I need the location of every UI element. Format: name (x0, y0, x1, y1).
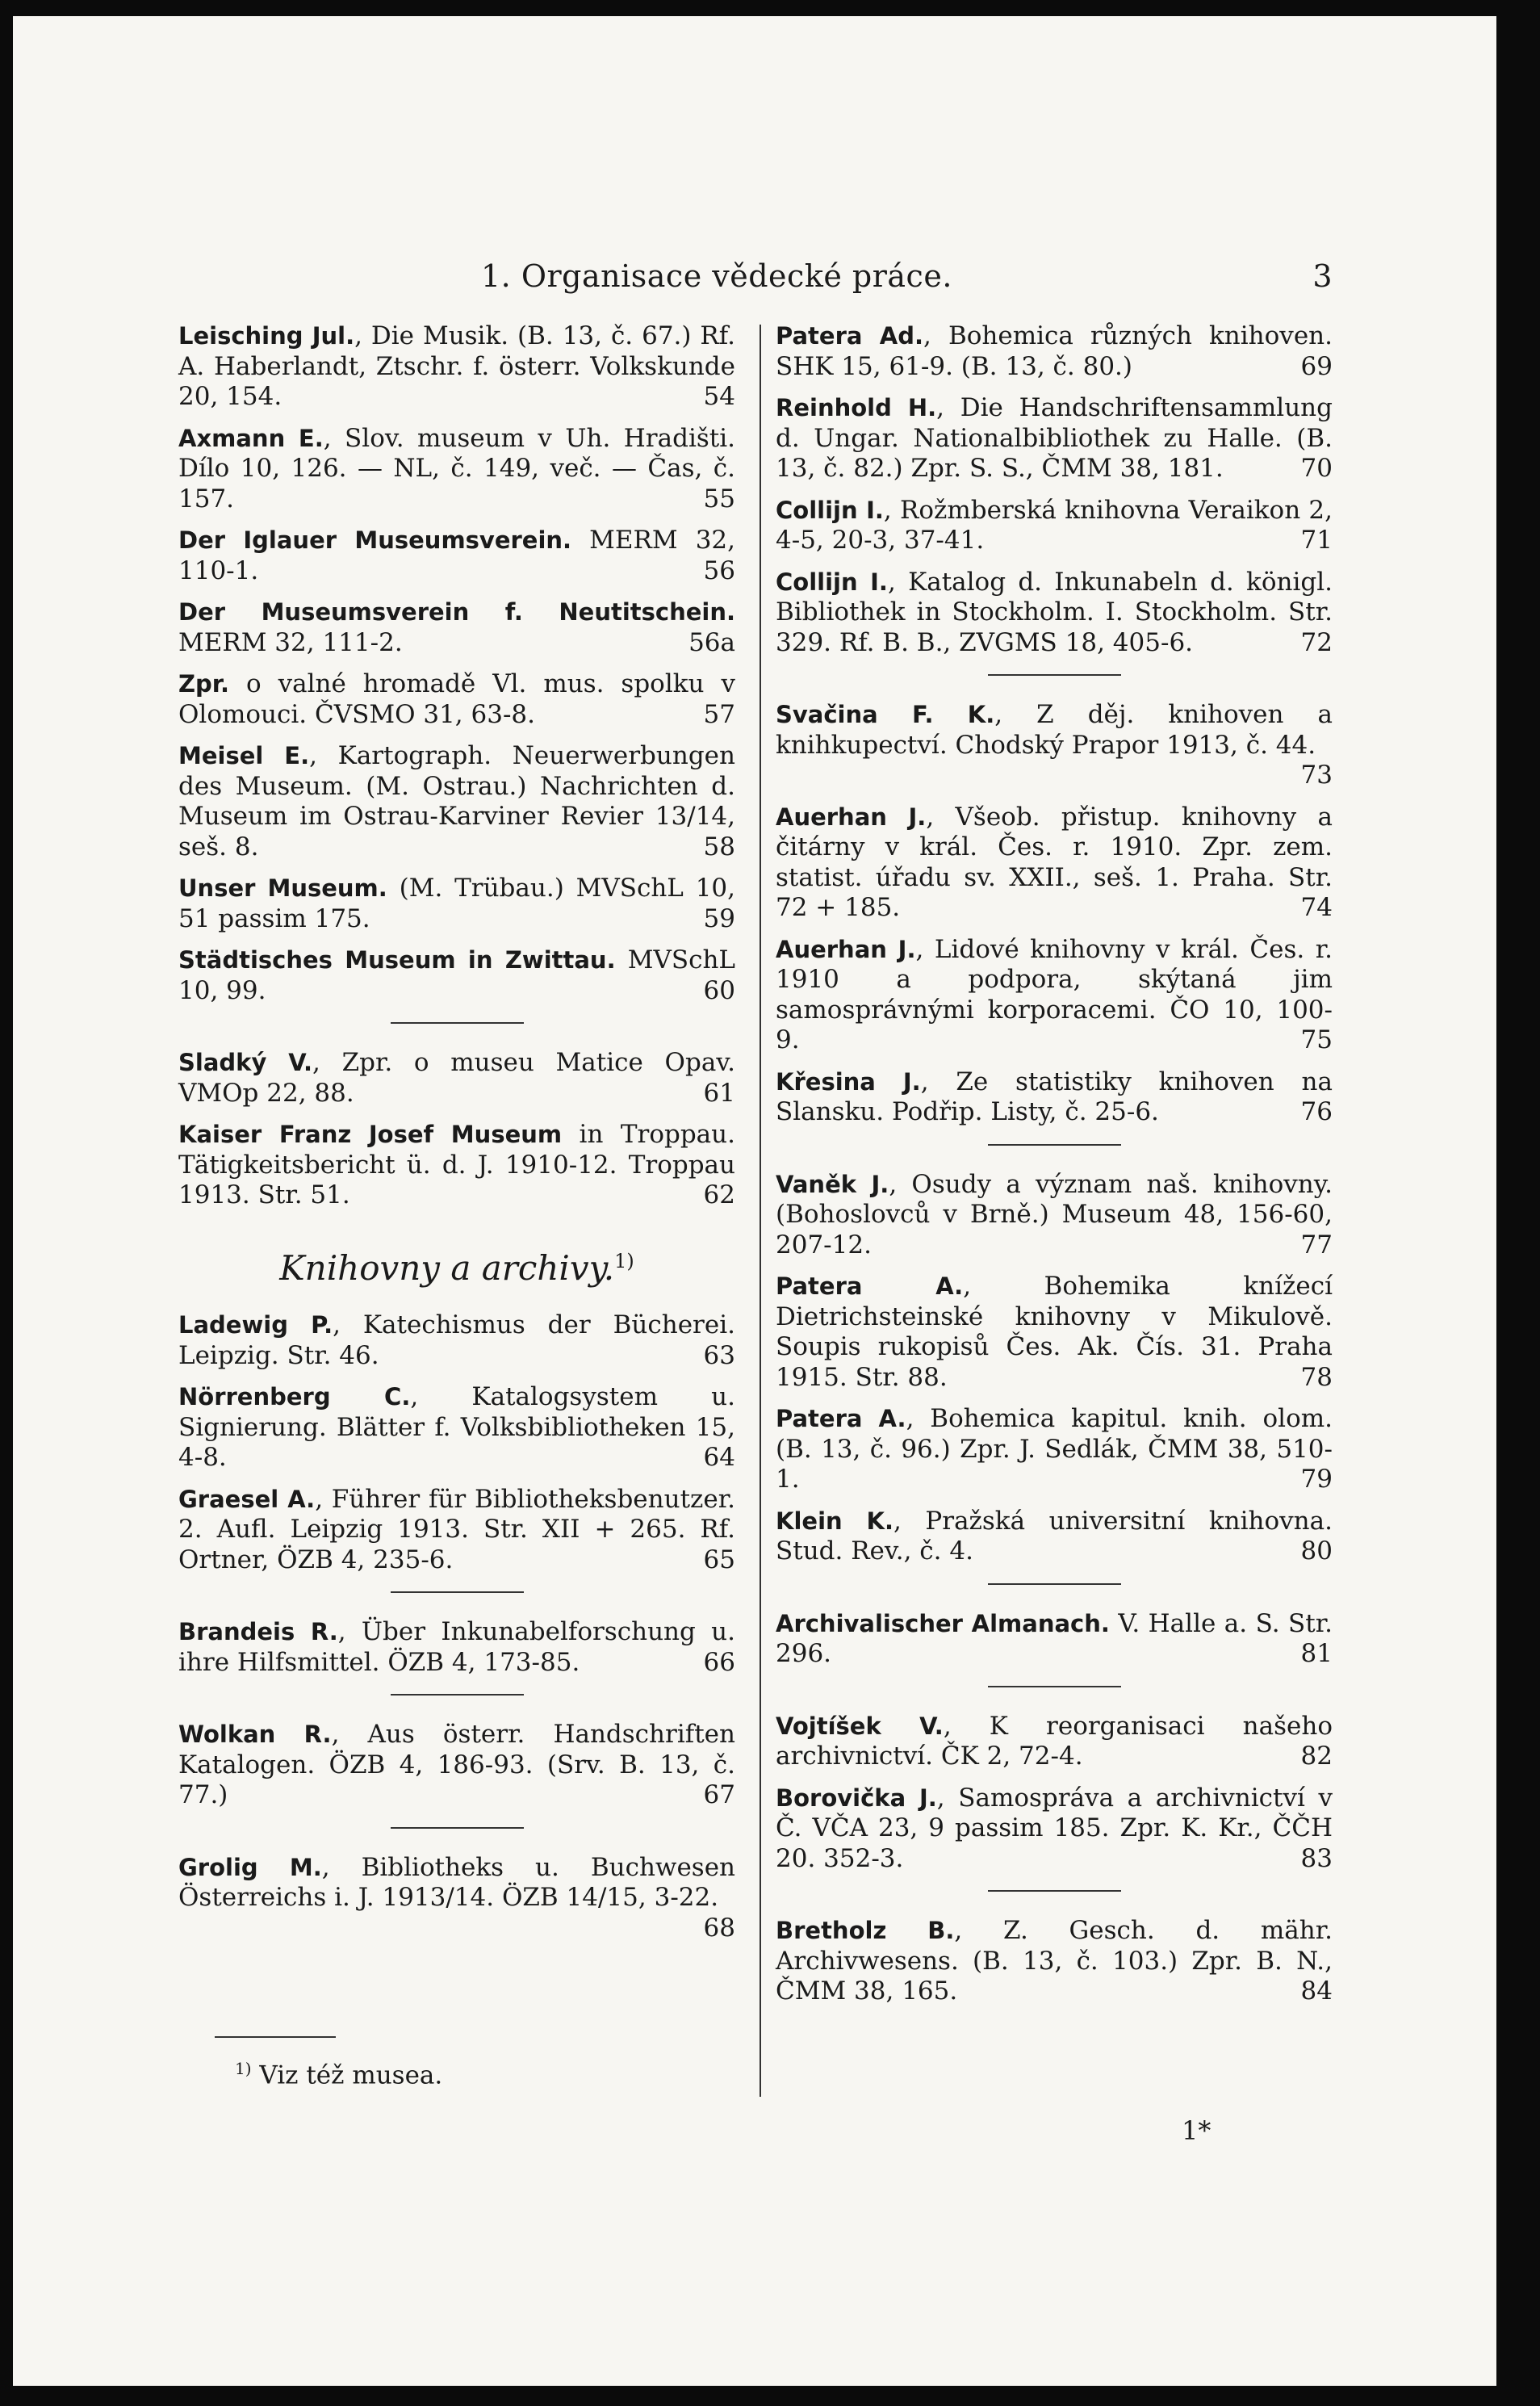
running-header (481, 258, 1333, 294)
right-group-3 (776, 1170, 1333, 1567)
entry-author: Sladký V. (178, 1049, 313, 1076)
entry-text: in Troppau. Tätigkeitsbericht ü. d. J. 1910-12. Troppau 1913. Str. 51. (178, 1120, 735, 1209)
entry-number: 55 (703, 484, 735, 513)
bib-entry (776, 1067, 1333, 1128)
entry-author: Brandeis R. (178, 1618, 338, 1645)
entry-text: , Katalog d. Inkunabeln d. königl. Bibliothek in Stockholm. I. Stockholm. Str. 329. Rf. B. B., ZVGMS 18, 405-6. (776, 567, 1333, 657)
entry-number: 70 (1300, 454, 1333, 483)
entry-number: 59 (703, 903, 735, 933)
entry-author: Vaněk J. (776, 1170, 889, 1198)
separator-rule (391, 1591, 524, 1593)
right-group-1 (776, 321, 1333, 658)
bib-entry (178, 741, 735, 862)
entry-author: Ladewig P. (178, 1311, 333, 1339)
left-group-4 (178, 1617, 735, 1678)
entry-number: 82 (1300, 1742, 1333, 1771)
entry-text: o valné hromadě Vl. mus. spolku v Olomouci. ČVSMO 31, 63-8. (178, 669, 735, 729)
entry-text: MERM 32, 110-1. (178, 526, 735, 585)
bib-entry (776, 1272, 1333, 1393)
bib-entry (776, 1507, 1333, 1567)
column-divider (760, 325, 761, 2097)
bib-entry (178, 874, 735, 934)
entry-text: MVSchL 10, 99. (178, 945, 735, 1005)
separator-rule (391, 1022, 524, 1024)
entry-author: Svačina F. K. (776, 701, 995, 728)
entry-number: 83 (1300, 1843, 1333, 1873)
entry-text: , Über Inkunabelforschung u. ihre Hilfsmittel. ÖZB 4, 173-85. (178, 1617, 735, 1677)
entry-text: , Bohemica kapitul. knih. olom. (B. 13, č. 96.) Zpr. J. Sedlák, ČMM 38, 510-1. (776, 1404, 1333, 1494)
entry-number: 74 (1300, 893, 1333, 922)
bib-entry (178, 945, 735, 1006)
section-title-text: Knihovny a archivy. (279, 1247, 615, 1288)
bib-entry (776, 700, 1333, 791)
bib-entry (178, 1617, 735, 1678)
bib-entry (178, 1120, 735, 1211)
separator-rule (988, 1890, 1121, 1892)
page (13, 16, 1496, 2386)
entry-author: Nörrenberg C. (178, 1383, 411, 1410)
header-title: 1. Organisace vědecké práce. (481, 258, 952, 294)
entry-number: 57 (703, 699, 735, 729)
bib-entry (178, 1853, 735, 1944)
entry-text: , Bohemica různých knihoven. SHK 15, 61-9. (B. 13, č. 80.) (776, 321, 1333, 381)
entry-author: Křesina J. (776, 1067, 921, 1096)
entry-author: Unser Museum. (178, 874, 387, 902)
right-group-2 (776, 700, 1333, 1128)
bib-entry (776, 1170, 1333, 1261)
footnote-text: Viz též musea. (251, 2060, 443, 2090)
entry-number: 65 (703, 1545, 735, 1574)
signature-mark: 1* (1182, 2115, 1211, 2146)
bib-entry (776, 1784, 1333, 1875)
entry-text: V. Halle a. S. Str. 296. (776, 1608, 1333, 1668)
bib-entry (178, 321, 735, 413)
entry-number: 71 (1300, 526, 1333, 555)
entry-author: Klein K. (776, 1507, 893, 1535)
entry-author: Auerhan J. (776, 935, 916, 963)
bib-entry (776, 935, 1333, 1056)
entry-number: 78 (1300, 1362, 1333, 1392)
bib-entry (776, 1916, 1333, 2007)
entry-text: , Führer für Bibliotheksbenutzer. 2. Aufl. Leipzig 1913. Str. XII + 265. Rf. Ortner, ÖZB 4, 235-6. (178, 1484, 735, 1574)
entry-author: Collijn I. (776, 496, 884, 524)
entry-text: , Die Handschriftensammlung d. Ungar. Nationalbibliothek zu Halle. (B. 13, č. 82.) Zpr. S. S., ČMM 38, 181. (776, 393, 1333, 483)
page-number: 3 (1312, 258, 1333, 294)
entry-author: Vojtíšek V. (776, 1712, 944, 1740)
entry-text: , Kartograph. Neuerwerbungen des Museum. (M. Ostrau.) Nachrichten d. Museum im Ostrau-Karviner Revier 13/14, seš. 8. (178, 741, 735, 861)
bib-entry (178, 1485, 735, 1576)
bib-entry (776, 393, 1333, 484)
entry-author: Archivalischer Almanach. (776, 1609, 1110, 1637)
entry-author: Patera A. (776, 1405, 906, 1432)
entry-author: Kaiser Franz Josef Museum (178, 1121, 563, 1148)
bib-entry (776, 1712, 1333, 1772)
entry-text: , Samospráva a archivnictví v Č. VČA 23, 9 passim 185. Zpr. K. Kr., ČČH 20. 352-3. (776, 1783, 1333, 1873)
entry-number: 67 (703, 1780, 735, 1809)
entry-author: Patera A. (776, 1272, 964, 1300)
entry-number: 75 (1300, 1025, 1333, 1054)
entry-number: 62 (703, 1180, 735, 1209)
entry-author: Wolkan R. (178, 1721, 332, 1748)
entry-text: , K reorganisaci našeho archivnictví. ČK 2, 72-4. (776, 1711, 1333, 1771)
entry-author: Reinhold H. (776, 394, 937, 421)
entry-author: Borovička J. (776, 1784, 937, 1812)
entry-number: 69 (1300, 351, 1333, 381)
left-group-6 (178, 1853, 735, 1944)
left-group-5 (178, 1720, 735, 1811)
bib-entry (776, 1609, 1333, 1670)
right-group-6 (776, 1916, 1333, 2007)
entry-number: 77 (1300, 1230, 1333, 1260)
separator-rule (391, 1694, 524, 1696)
entry-number: 61 (703, 1078, 735, 1108)
entry-number: 56a (688, 627, 735, 657)
entry-text: , Lidové knihovny v král. Čes. r. 1910 a podpora, skýtaná jim samosprávnými korporacemi. ČO 10, 100-9. (776, 934, 1333, 1054)
entry-text: , Z. Gesch. d. mähr. Archivwesens. (B. 13, č. 103.) Zpr. B. N., ČMM 38, 165. (776, 1916, 1333, 2006)
entry-text: , Osudy a význam naš. knihovny. (Bohoslovců v Brně.) Museum 48, 156-60, 207-12. (776, 1169, 1333, 1260)
entry-number: 66 (703, 1647, 735, 1677)
footnote (235, 2059, 442, 2090)
right-group-5 (776, 1712, 1333, 1875)
separator-rule (988, 1144, 1121, 1146)
bib-entry (178, 597, 735, 658)
bib-entry (178, 1720, 735, 1811)
entry-text: , Pražská universitní knihovna. Stud. Rev., č. 4. (776, 1506, 1333, 1566)
entry-number: 56 (703, 555, 735, 585)
entry-number: 79 (1300, 1465, 1333, 1494)
entry-text: , Ze statistiky knihoven na Slansku. Podřip. Listy, č. 25-6. (776, 1067, 1333, 1126)
entry-number: 84 (1300, 1976, 1333, 2006)
footnote-rule (215, 2036, 336, 2038)
separator-rule (391, 1827, 524, 1829)
entry-number: 68 (703, 1913, 735, 1943)
entry-number: 63 (703, 1340, 735, 1370)
entry-author: Leisching Jul. (178, 322, 355, 350)
right-group-4 (776, 1609, 1333, 1670)
entry-text: , Bibliotheks u. Buchwesen Österreichs i. J. 1913/14. ÖZB 14/15, 3-22. (178, 1852, 736, 1912)
bib-entry (178, 424, 735, 515)
bib-entry (178, 1310, 735, 1371)
entry-author: Meisel E. (178, 742, 310, 769)
entry-number: 80 (1300, 1536, 1333, 1566)
entry-number: 73 (1300, 761, 1333, 790)
bib-entry (178, 526, 735, 586)
entry-text: , Všeob. přistup. knihovny a čitárny v král. Čes. r. 1910. Zpr. zem. statist. úřadu sv. XXII., seš. 1. Praha. Str. 72 + 185. (776, 802, 1333, 922)
bib-entry (776, 803, 1333, 924)
entry-text: , Aus österr. Handschriften Katalogen. ÖZB 4, 186-93. (Srv. B. 13, č. 77.) (178, 1720, 735, 1809)
entry-author: Der Iglauer Museumsverein. (178, 526, 572, 554)
left-group-2 (178, 1048, 735, 1211)
entry-author: Graesel A. (178, 1485, 316, 1513)
bib-entry (776, 568, 1333, 659)
entry-text: , Katalogsystem u. Signierung. Blätter f. Volksbibliotheken 15, 4-8. (178, 1382, 735, 1472)
section-title (178, 1247, 735, 1288)
entry-number: 58 (703, 832, 735, 861)
separator-rule (988, 1583, 1121, 1585)
entry-text: , Zpr. o museu Matice Opav. VMOp 22, 88. (178, 1048, 735, 1108)
entry-author: Zpr. (178, 670, 229, 698)
bib-entry (178, 669, 735, 730)
separator-rule (988, 674, 1121, 676)
bib-entry (776, 1404, 1333, 1495)
entry-author: Axmann E. (178, 424, 324, 452)
entry-text: , Katechismus der Bücherei. Leipzig. Str. 46. (178, 1310, 735, 1370)
entry-number: 64 (703, 1443, 735, 1472)
entry-text: , Z děj. knihoven a knihkupectví. Chodský Prapor 1913, č. 44. (776, 700, 1333, 760)
entry-author: Bretholz B. (776, 1917, 955, 1944)
left-group-1 (178, 321, 735, 1006)
bib-entry (178, 1048, 735, 1109)
bib-entry (776, 496, 1333, 556)
entry-number: 81 (1300, 1639, 1333, 1668)
entry-author: Collijn I. (776, 568, 888, 596)
bib-entry (178, 1382, 735, 1473)
entry-text: , Bohemika knížecí Dietrichsteinské knihovny v Mikulově. Soupis rukopisů Čes. Ak. Čís. 31. Praha 1915. Str. 88. (776, 1272, 1333, 1392)
entry-number: 72 (1300, 627, 1333, 657)
entry-number: 60 (703, 975, 735, 1005)
entry-text: MERM 32, 111-2. (178, 627, 403, 657)
left-column (178, 321, 735, 1955)
bib-entry (776, 321, 1333, 382)
footnote-reference: 1) (614, 1249, 634, 1272)
right-column (776, 321, 1333, 2018)
entry-author: Städtisches Museum in Zwittau. (178, 946, 616, 974)
entry-text: , Rožmberská knihovna Veraikon 2, 4-5, 20-3, 37-41. (776, 495, 1333, 555)
entry-author: Auerhan J. (776, 803, 927, 831)
entry-author: Der Museumsverein f. Neutitschein. (178, 598, 735, 626)
separator-rule (988, 1686, 1121, 1687)
entry-text: (M. Trübau.) MVSchL 10, 51 passim 175. (178, 874, 735, 933)
left-group-3 (178, 1310, 735, 1575)
entry-author: Grolig M. (178, 1853, 322, 1881)
entry-text: , Die Musik. (B. 13, č. 67.) Rf. A. Haberlandt, Ztschr. f. österr. Volkskunde 20, 154. (178, 321, 735, 411)
entry-text: , Slov. museum v Uh. Hradišti. Dílo 10, 126. — NL, č. 149, več. — Čas, č. 157. (178, 423, 735, 513)
entry-number: 54 (703, 382, 735, 411)
entry-author: Patera Ad. (776, 322, 924, 350)
entry-number: 76 (1300, 1097, 1333, 1126)
footnote-mark: 1) (235, 2059, 252, 2078)
